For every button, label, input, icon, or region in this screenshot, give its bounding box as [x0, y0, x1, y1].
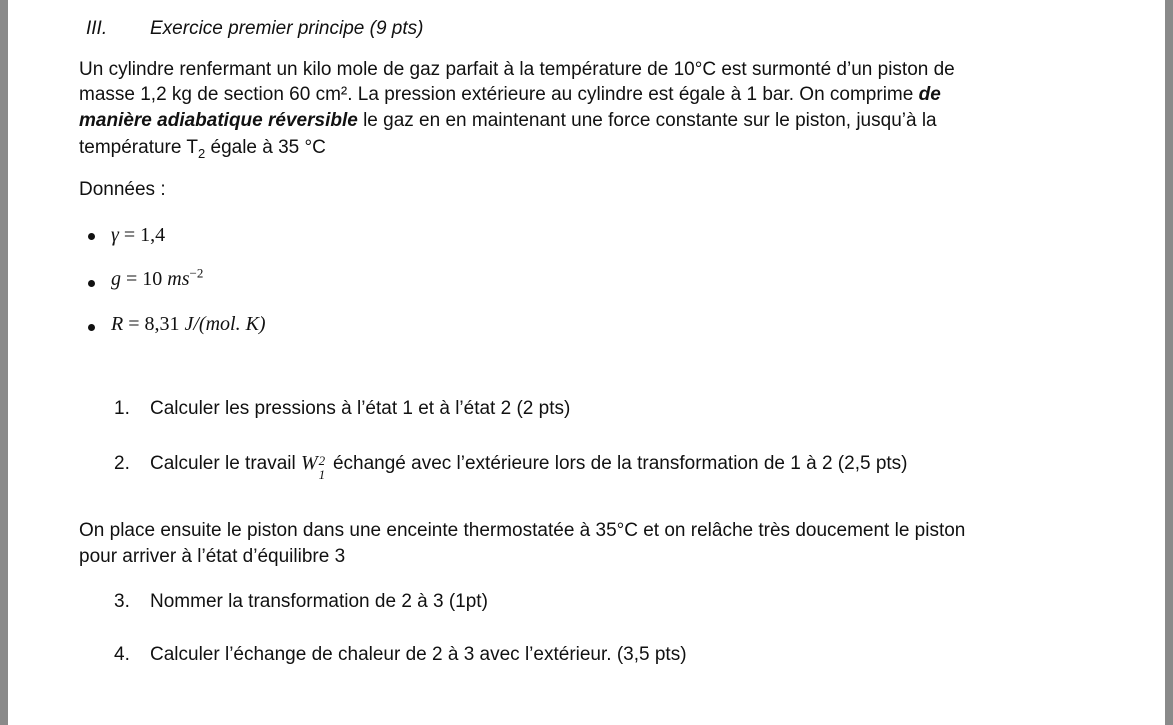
intro-line-4-b: égale à 35 °C [205, 137, 326, 158]
unit-g: ms [167, 268, 190, 290]
work-symbol [301, 452, 328, 482]
var-gamma: γ [111, 224, 119, 246]
work-subscript: 1 [318, 467, 326, 482]
eq-sign: = [118, 224, 141, 246]
work-superscript: 2 [318, 453, 326, 468]
question-1: Calculer les pressions à l’état 1 et à l’état 2 (2 pts) [150, 398, 571, 419]
var-g: g [111, 268, 121, 290]
eq-sign: = [123, 313, 145, 335]
data-item-r [111, 313, 266, 336]
intro-line-4 [79, 136, 326, 159]
eq-sign: = [121, 268, 143, 290]
question-3: Nommer la transformation de 2 à 3 (1pt) [150, 591, 488, 612]
val-gamma: 1,4 [140, 224, 166, 246]
question-2 [150, 452, 908, 482]
middle-line-1: On place ensuite le piston dans une enceinte thermostatée à 35°C et on relâche très doucement le piston [79, 520, 966, 541]
data-item-g [111, 265, 204, 291]
work-letter: W [301, 452, 318, 474]
bullet-icon [88, 280, 95, 287]
question-number: 1. [114, 398, 130, 419]
val-r: 8,31 [144, 313, 185, 335]
question-2-text-b: échangé avec l’extérieure lors de la transformation de 1 à 2 (2,5 pts) [327, 453, 908, 474]
intro-line-2-text: masse 1,2 kg de section 60 cm². La pression extérieure au cylindre est égale à 1 bar. On comprime [79, 84, 914, 105]
bullet-icon [88, 324, 95, 331]
intro-line-2 [79, 83, 941, 106]
unit-g-exponent: −2 [189, 265, 204, 281]
section-number: III. [86, 18, 108, 39]
val-g: 10 [142, 268, 168, 290]
var-r: R [111, 313, 124, 335]
intro-line-3 [79, 109, 937, 132]
question-number: 4. [114, 644, 130, 665]
temperature-subscript: 2 [197, 145, 206, 161]
question-number: 2. [114, 453, 130, 474]
middle-line-2: pour arriver à l’état d’équilibre 3 [79, 546, 346, 567]
intro-line-2-bold: de [918, 84, 941, 105]
data-heading: Données : [79, 179, 166, 200]
question-number: 3. [114, 591, 130, 612]
data-item-gamma [111, 224, 165, 247]
question-4: Calculer l’échange de chaleur de 2 à 3 avec l’extérieur. (3,5 pts) [150, 644, 687, 665]
question-2-text-a: Calculer le travail [150, 453, 301, 474]
unit-r: J/(mol. K) [184, 313, 266, 335]
intro-line-1: Un cylindre renfermant un kilo mole de gaz parfait à la température de 10°C est surmonté d’un piston de [79, 59, 955, 80]
bullet-icon [88, 233, 95, 240]
intro-line-3-bold: manière adiabatique réversible [79, 110, 358, 131]
document-page [8, 0, 1165, 725]
section-title: Exercice premier principe (9 pts) [150, 18, 424, 39]
intro-line-4-a: température T [79, 137, 198, 158]
intro-line-3-text: le gaz en en maintenant une force constante sur le piston, jusqu’à la [357, 110, 937, 131]
